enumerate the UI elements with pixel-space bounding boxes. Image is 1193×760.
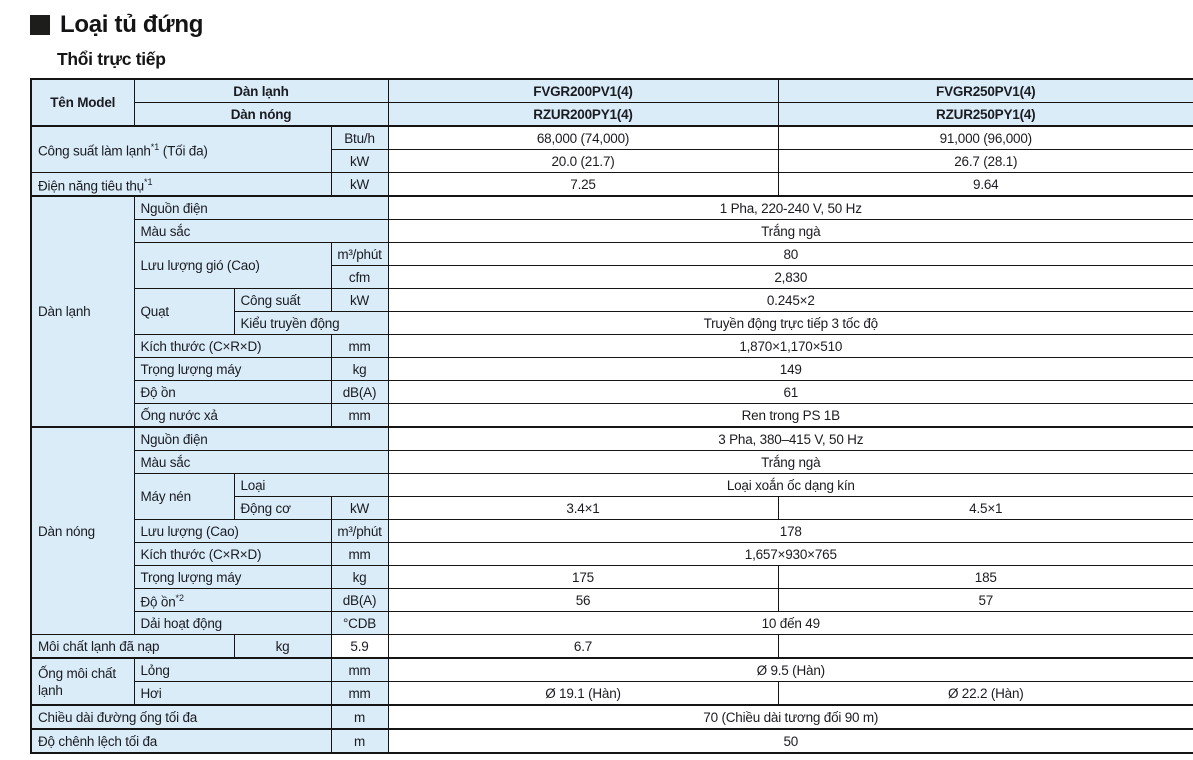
row-piping-liquid [31,658,1193,682]
outdoor-noise-value-2: 57 [778,589,1193,612]
unit-mm: mm [331,335,388,358]
unit-kw: kW [331,150,388,173]
row-outdoor-color [31,451,1193,474]
row-model-outdoor [31,103,1193,127]
indoor-airflow-m3-value: 80 [388,243,1193,266]
indoor-airflow-cfm-value: 2,830 [388,266,1193,289]
unit-mm: mm [331,404,388,428]
compressor-type-value: Loại xoắn ốc dạng kín [388,474,1193,497]
unit-m: m [331,729,388,753]
unit-kw: kW [331,289,388,312]
indoor-power-supply-value: 1 Pha, 220-240 V, 50 Hz [388,196,1193,220]
power-input-value-2: 9.64 [778,173,1193,197]
indoor-airflow-label: Lưu lượng gió (Cao) [134,243,331,289]
unit-dba: dB(A) [331,589,388,612]
page-subtitle: Thổi trực tiếp [57,49,166,69]
indoor-model-2: FVGR250PV1(4) [778,79,1193,103]
outdoor-unit-header: Dàn nóng [134,103,388,127]
indoor-weight-value: 149 [388,358,1193,381]
compressor-motor-value-2: 4.5×1 [778,497,1193,520]
section-title [30,11,1193,39]
power-input-text: Điện năng tiêu thụ [38,178,144,194]
compressor-label: Máy nén [134,474,234,520]
spec-table [30,78,1193,754]
unit-m3-min: m³/phút [331,243,388,266]
indoor-color-value: Trắng ngà [388,220,1193,243]
outdoor-weight-value-2: 185 [778,566,1193,589]
piping-gas-value-1: Ø 19.1 (Hàn) [388,682,778,706]
unit-kg: kg [331,358,388,381]
piping-group-label: Ống môi chất lạnh [31,658,134,705]
outdoor-color-value: Trắng ngà [388,451,1193,474]
unit-kw: kW [331,497,388,520]
unit-cdb: °CDB [331,612,388,635]
row-fan-power [31,289,1193,312]
fan-power-value: 0.245×2 [388,289,1193,312]
max-height-diff-label: Độ chênh lệch tối đa [31,729,331,753]
row-indoor-dimensions [31,335,1193,358]
max-pipe-length-label: Chiều dài đường ống tối đa [31,705,331,729]
max-pipe-length-value: 70 (Chiều dài tương đối 90 m) [388,705,1193,729]
refrigerant-charge-value-2: 6.7 [388,635,778,659]
piping-gas-label: Hơi [134,682,331,706]
piping-liquid-label: Lỏng [134,658,331,682]
page-title: Loại tủ đứng [60,11,204,38]
cooling-kw-value-1: 20.0 (21.7) [388,150,778,173]
operation-range-value: 10 đến 49 [388,612,1193,635]
outdoor-model-1: RZUR200PY1(4) [388,103,778,127]
row-outdoor-dimensions [31,543,1193,566]
outdoor-dimensions-label: Kích thước (C×R×D) [134,543,331,566]
compressor-type-label: Loại [234,474,388,497]
section-marker-icon [30,15,50,35]
row-indoor-drain [31,404,1193,428]
outdoor-airflow-label: Lưu lượng (Cao) [134,520,331,543]
row-indoor-weight [31,358,1193,381]
cooling-btu-value-2: 91,000 (96,000) [778,126,1193,150]
outdoor-airflow-value: 178 [388,520,1193,543]
fan-drive-label: Kiểu truyền động [234,312,388,335]
cooling-btu-value-1: 68,000 (74,000) [388,126,778,150]
unit-kg: kg [234,635,331,659]
cooling-capacity-suffix: (Tối đa) [159,143,208,159]
indoor-color-label: Màu sắc [134,220,388,243]
indoor-power-supply-label: Nguồn điện [134,196,388,220]
unit-cfm: cfm [331,266,388,289]
row-cooling-capacity-btu [31,126,1193,150]
outdoor-color-label: Màu sắc [134,451,388,474]
outdoor-model-2: RZUR250PY1(4) [778,103,1193,127]
indoor-dimensions-value: 1,870×1,170×510 [388,335,1193,358]
max-height-diff-value: 50 [388,729,1193,753]
row-power-input [31,173,1193,197]
row-indoor-airflow-m3 [31,243,1193,266]
indoor-weight-label: Trọng lượng máy [134,358,331,381]
unit-m3-min: m³/phút [331,520,388,543]
model-name-header: Tên Model [31,79,134,126]
outdoor-power-supply-value: 3 Pha, 380–415 V, 50 Hz [388,427,1193,451]
indoor-drain-value: Ren trong PS 1B [388,404,1193,428]
row-indoor-noise [31,381,1193,404]
row-operation-range [31,612,1193,635]
outdoor-noise-text: Độ ồn [140,594,176,610]
unit-kw: kW [331,173,388,197]
row-compressor-type [31,474,1193,497]
row-max-height-diff [31,729,1193,753]
footnote-2-marker: *2 [175,592,185,603]
power-input-value-1: 7.25 [388,173,778,197]
piping-gas-value-2: Ø 22.2 (Hàn) [778,682,1193,706]
row-model-indoor [31,79,1193,103]
footnote-1-marker: *1 [143,176,153,187]
row-outdoor-weight [31,566,1193,589]
row-indoor-power-supply [31,196,1193,220]
indoor-drain-label: Ống nước xả [134,404,331,428]
fan-power-label: Công suất [234,289,331,312]
fan-label: Quạt [134,289,234,335]
row-max-pipe-length [31,705,1193,729]
outdoor-dimensions-value: 1,657×930×765 [388,543,1193,566]
refrigerant-charge-label: Môi chất lạnh đã nạp [31,635,234,659]
outdoor-weight-value-1: 175 [388,566,778,589]
outdoor-noise-value-1: 56 [388,589,778,612]
refrigerant-charge-value-1: 5.9 [331,635,388,659]
cooling-capacity-text: Công suất làm lạnh [38,143,151,159]
row-refrigerant-charge [31,635,1193,659]
compressor-motor-label: Động cơ [234,497,331,520]
cooling-kw-value-2: 26.7 (28.1) [778,150,1193,173]
indoor-noise-value: 61 [388,381,1193,404]
outdoor-group-label: Dàn nóng [31,427,134,635]
outdoor-weight-label: Trọng lượng máy [134,566,331,589]
cooling-capacity-label [31,126,331,173]
outdoor-power-supply-label: Nguồn điện [134,427,388,451]
indoor-noise-label: Độ ồn [134,381,331,404]
footnote-1-marker: *1 [150,142,160,153]
fan-drive-value: Truyền động trực tiếp 3 tốc độ [388,312,1193,335]
unit-btu: Btu/h [331,126,388,150]
indoor-group-label: Dàn lạnh [31,196,134,427]
operation-range-label: Dải hoạt động [134,612,331,635]
unit-m: m [331,705,388,729]
outdoor-noise-label [134,589,331,612]
indoor-unit-header: Dàn lạnh [134,79,388,103]
row-outdoor-power-supply [31,427,1193,451]
unit-mm: mm [331,543,388,566]
power-input-label [31,173,331,197]
unit-dba: dB(A) [331,381,388,404]
row-outdoor-noise [31,589,1193,612]
piping-liquid-value: Ø 9.5 (Hàn) [388,658,1193,682]
row-piping-gas [31,682,1193,706]
unit-mm: mm [331,682,388,706]
unit-kg: kg [331,566,388,589]
unit-mm: mm [331,658,388,682]
indoor-dimensions-label: Kích thước (C×R×D) [134,335,331,358]
row-indoor-color [31,220,1193,243]
indoor-model-1: FVGR200PV1(4) [388,79,778,103]
compressor-motor-value-1: 3.4×1 [388,497,778,520]
row-outdoor-airflow [31,520,1193,543]
